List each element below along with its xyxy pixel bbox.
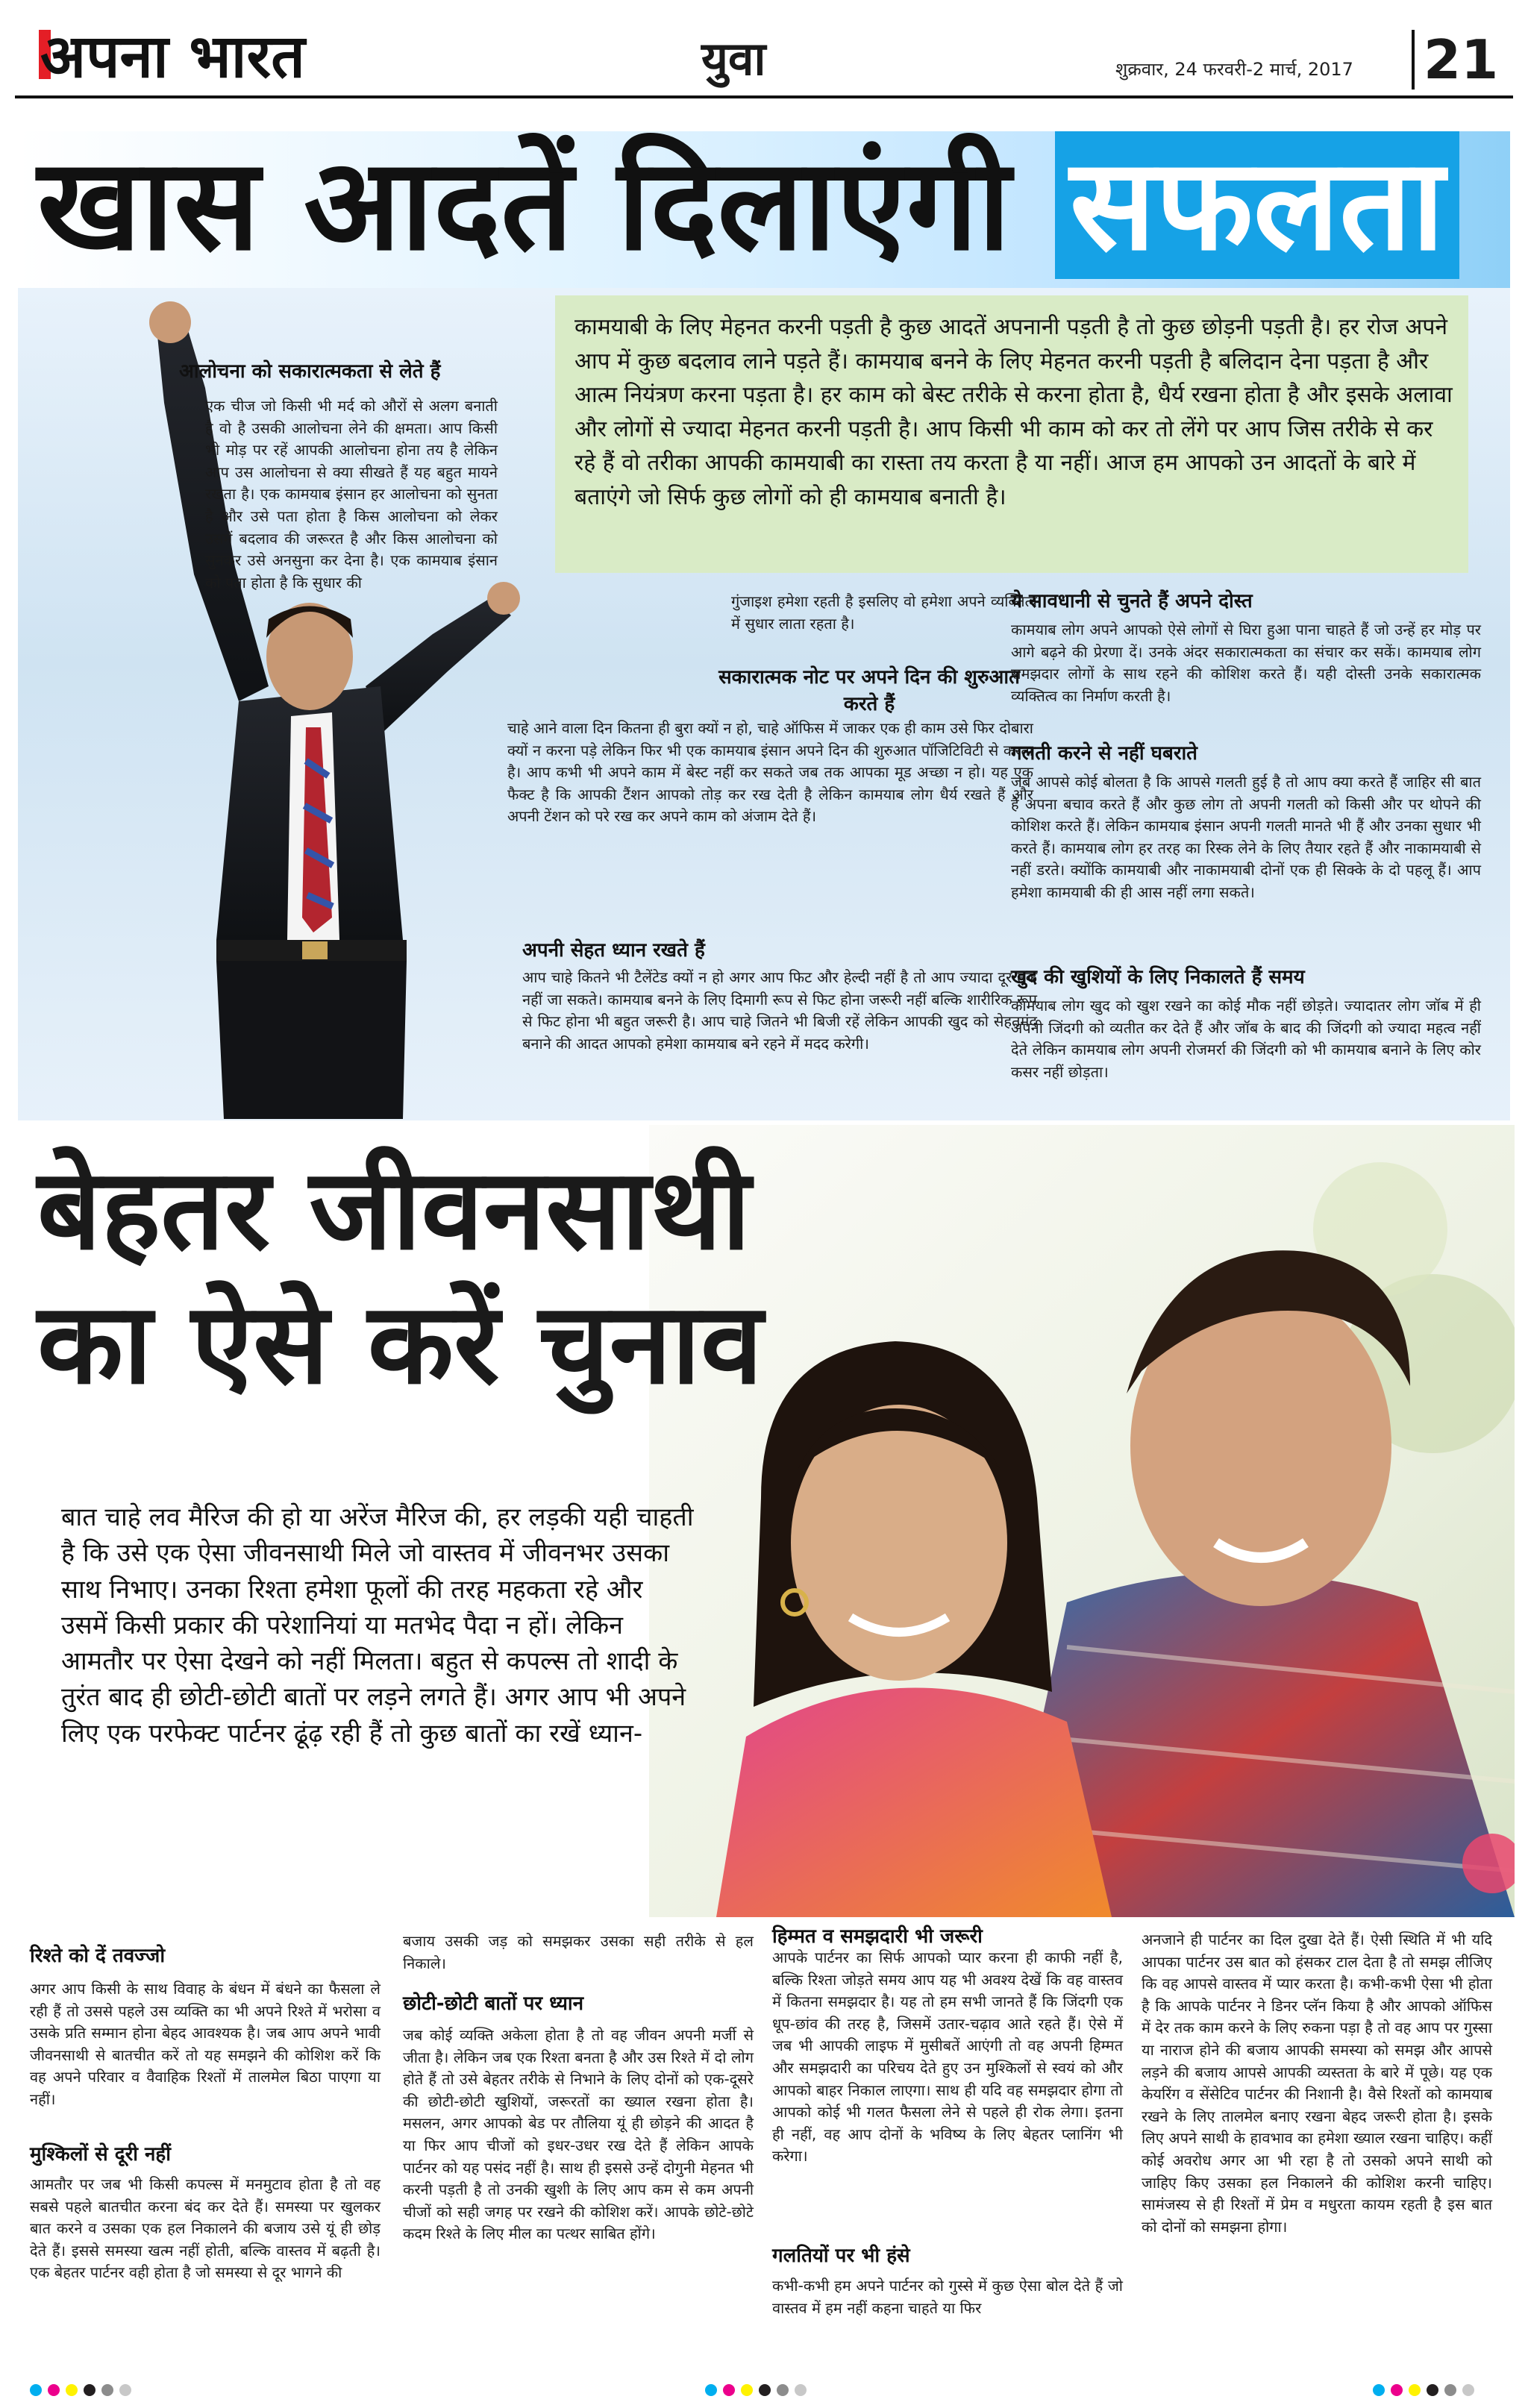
story1-subheading: अपनी सेहत ध्यान रखते हैं — [522, 939, 705, 962]
story1-paragraph: कामयाब लोग खुद को खुश रखने का कोई मौक नहीं छोड़ते। ज्यादातर लोग जॉब में ही अपनी जिंदगी को व्यतीत कर देते हैं और जॉब के बाद की जिंदगी को ज्यादा महत्व नहीं देते लेकिन कामयाब लोग अपनी रोजमर्रा की जिंदगी को भी कामयाब बनाने के लिए कोर कसर नहीं छोड़ता। — [1011, 997, 1481, 1081]
story2-intro: बात चाहे लव मैरिज की हो या अरेंज मैरिज की, हर लड़की यही चाहती है कि उसे एक ऐसा जीवनसाथी मिले जो वास्तव में जीवनभर उसका साथ निभाए। उनका रिश्ता हमेशा फूलों की तरह महकता रहे और उसमें किसी प्रकार की परेशानियां या मतभेद पैदा न हों। लेकिन आमतौर पर ऐसा देखने को नहीं मिलता। बहुत से कपल्स तो शादी के तुरंत बाद ही छोटी-छोटी बातों पर लड़ने लगते हैं। अगर आप भी अपने लिए एक परफेक्ट पार्टनर ढूंढ़ रही हैं तो कुछ बातों का रखें ध्यान- — [61, 1502, 694, 1749]
header-rule — [15, 95, 1513, 98]
story2-headline-line2: का ऐसे करें चुनाव — [37, 1279, 763, 1409]
page-number: 21 — [1424, 28, 1499, 91]
story1-headline-main: खास आदतें दिलाएंगी — [37, 131, 1011, 279]
smiling-couple-photo — [649, 1125, 1515, 1917]
story2-paragraph: कभी-कभी हम अपने पार्टनर को गुस्से में कुछ ऐसा बोल देते हैं जो वास्तव में हम नहीं कहना चाहते या फिर — [772, 2277, 1123, 2317]
dateline: शुक्रवार, 24 फरवरी-2 मार्च, 2017 — [1115, 59, 1353, 80]
story2-subheading: रिश्ते को दें तवज्जो — [30, 1945, 166, 1967]
story2-paragraph: जब कोई व्यक्ति अकेला होता है तो वह जीवन अपनी मर्जी से जीता है। लेकिन जब एक रिश्ता बनता है और उस रिश्ते में दो लोग होते हैं तो उसे बेहतर तरीके से निभाने के लिए दोनों को एक-दूसरे की छोटी-छोटी खुशियों, जरूरतों का ख्याल रखना होता है। मसलन, अगर आपको बेड पर तौलिया यूं ही छोड़ने की आदत है या फिर आप चीजों को इधर-उधर रख देते हैं लेकिन आपके पार्टनर को यह पसंद नहीं है। साथ ही इससे उन्हें दोगुनी मेहनत भी करनी पड़ती है तो उनकी खुशी के लिए आप कम से कम अपनी चीजों को सही जगह पर रखने की कोशिश करें। आपके छोटे-छोटे कदम रिश्ते के लिए मील का पत्थर साबित होंगे। — [403, 2026, 754, 2243]
story2-paragraph: आमतौर पर जब भी किसी कपल्स में मनमुटाव होता है तो वह सबसे पहले बातचीत करना बंद कर देते हैं। समस्या पर खुलकर बात करने व उसका एक हल निकालने की बजाय उसे यूं ही छोड़ देते हैं। इससे समस्या खत्म नहीं होती, बल्कि वास्तव में बढ़ती है। एक बेहतर पार्टनर वही होता है जो समस्या से दूर भागने की — [30, 2175, 381, 2282]
story1-subheading: सकारात्मक नोट पर अपने दिन की शुरुआत करते हैं — [718, 666, 1020, 715]
story1-paragraph: आप चाहे कितने भी टैलेंटेड क्यों न हो अगर आप फिट और हेल्दी नहीं है तो आप ज्यादा दूर तक नहीं जा सकते। कामयाब बनने के लिए दिमागी रूप से फिट होना जरूरी नहीं बल्कि शारीरिक रूप से फिट होना भी बहुत जरूरी है। आप चाहे जितने भी बिजी रहें लेकिन आपकी खुद को सेहतमंद बनाने की आदत आपको हमेशा कामयाब बने रहने में मदद करेगी। — [522, 968, 1037, 1053]
masthead-logo: अपना भारत — [40, 22, 305, 91]
story2-paragraph: बजाय उसकी जड़ को समझकर उसका सही तरीके से हल निकाले। — [403, 1932, 754, 1972]
story1-subheading: ये सावधानी से चुनते हैं अपने दोस्त — [1011, 590, 1253, 612]
story1-headline — [37, 131, 1459, 279]
story2-paragraph: अगर आप किसी के साथ विवाह के बंधन में बंधने का फैसला ले रही हैं तो उससे पहले उस व्यक्ति का भी अपने रिश्ते में भरोसा व उसके प्रति सम्मान होना बेहद आवश्यक है। जब आप अपने भावी जीवनसाथी से बातचीत करें तो यह समझने की कोशिश करें कि वह अपने परिवार व वैवाहिक रिश्तों में तालमेल बिठा पाएगा या नहीं। — [30, 1980, 381, 2108]
story1-subheading: आलोचना को सकारात्मकता से लेते हैं — [179, 360, 441, 383]
story1-paragraph: जब आपसे कोई बोलता है कि आपसे गलती हुई है तो आप क्या करते हैं जाहिर सी बात है अपना बचाव करते हैं और कुछ लोग तो अपनी गलती को किसी और पर थोपने की कोशिश करते हैं। लेकिन कामयाब इंसान अपनी गलती मानते भी हैं और उनका सुधार भी करते हैं। कामयाब लोग हर तरह का रिस्क लेने के लिए तैयार रहते हैं और नाकामयाबी से नहीं डरते। क्योंकि कामयाबी और नाकामयाबी दोनों एक ही सिक्के के दो पहलू हैं। आप हमेशा कामयाबी की ही आस नहीं लगा सकते। — [1011, 773, 1481, 901]
story2-paragraph: अनजाने ही पार्टनर का दिल दुखा देते हैं। ऐसी स्थिति में भी यदि आपका पार्टनर उस बात को हंसकर टाल देता है तो समझ लीजिए कि वह आपसे वास्तव में प्यार करता है। कभी-कभी ऐसा भी होता है कि आपके पार्टनर ने डिनर प्लॅन किया है और आपको ऑफिस में देर तक काम करने के लिए रुकना पड़ा है तो वह आप पर गुस्सा या नाराज होने की बजाय आपकी समस्या को समझ और आपसे लड़ने की बजाय आपसे आपकी व्यस्तता के बारे में पूछे। यह एक केयरिंग व सेंसेटिव पार्टनर की निशानी है। वैसे रिश्तों को कामयाब रखने के लिए तालमेल बनाए रखना बेहद जरूरी होता है। इसके लिए अपने साथी के हावभाव का हमेशा ख्याल रखना चाहिए। कहीं कोई अवरोध अगर आ भी रहा है तो उसको अपने साथी को जाहिए किए उसका हल निकालने की कोशिश करनी चाहिए। सामंजस्य से ही रिश्तों में प्रेम व मधुरता कायम रहती है इस बात को दोनों को समझना होगा। — [1142, 1931, 1492, 2236]
story2-subheading: मुश्किलों से दूरी नहीं — [30, 2143, 171, 2166]
story1-paragraph: गुंजाइश हमेशा रहती है इसलिए वो हमेशा अपने व्यक्तित्व में सुधार लाता रहता है। — [731, 592, 1037, 633]
story1-subheading: गलती करने से नहीं घबराते — [1011, 742, 1198, 765]
story1-paragraph: कामयाब लोग अपने आपको ऐसे लोगों से घिरा हुआ पाना चाहते हैं जो उन्हें हर मोड़ पर आगे बढ़ने की प्रेरणा दें। उनके अंदर सकारात्मकता का संचार कर सकें। कामयाब लोग समझदार लोगों के साथ रहने की कोशिश करते हैं। यही दोस्ती उनके सकारात्मक व्यक्तित्व का निर्माण करती है। — [1011, 621, 1481, 705]
story1-subheading: खुद की खुशियों के लिए निकालते हैं समय — [1011, 966, 1305, 988]
story1-paragraph: एक चीज जो किसी भी मर्द को औरों से अलग बनाती है वो है उसकी आलोचना लेने की क्षमता। आप किसी भी मोड़ पर रहें आपकी आलोचना होना तय है लेकिन आप उस आलोचना से क्या सीखते हैं यह बहुत मायने रखता है। एक कामयाब इंसान हर आलोचना को सुनता है और उसे पता होता है किस आलोचना को लेकर उसमें बदलाव की जरूरत है और किस आलोचना को सुनकर उसे अनसुना कर देना है। एक कामयाब इंसान को पता होता है कि सुधार की — [205, 397, 498, 592]
story1-paragraph: चाहे आने वाला दिन कितना ही बुरा क्यों न हो, चाहे ऑफिस में जाकर एक ही काम उसे फिर दोबारा क्यों न करना पड़े लेकिन फिर भी एक कामयाब इंसान अपने दिन की शुरुआत पॉजिटिविटी से करता है। आप कभी भी अपने काम में बेस्ट नहीं कर सकते जब तक आपका मूड अच्छा न हो। यह एक फैक्ट है कि आपकी टैंशन आपको तोड़ कर रख देती है लेकिन कामयाब लोग धैर्य रखते हैं और अपनी टेंशन को परे रख कर अपने काम को अंजाम देते हैं। — [507, 719, 1033, 826]
story1-headline-highlight: सफलता — [1055, 131, 1459, 279]
header-divider — [1412, 30, 1415, 90]
story1-intro: कामयाबी के लिए मेहनत करनी पड़ती है कुछ आदतें अपनानी पड़ती है तो कुछ छोड़नी पड़ती है। हर रोज अपने आप में कुछ बदलाव लाने पड़ते हैं। कामयाब बनने के लिए मेहनत करनी पड़ती है बलिदान देना पड़ता है और आत्म नियंत्रण करना पड़ता है। हर काम को बेस्ट तरीके से करना होता है, धैर्य रखना होता है और इसके अलावा और लोगों से ज्यादा मेहनत करनी पड़ती है। आप किसी भी काम को कर तो लेंगे पर आप जिस तरीके से कर रहे हैं वो तरीका आपकी कामयाबी का रास्ता तय करता है या नहीं। आज हम आपको उन आदतों के बारे में बताएंगे जो सिर्फ कुछ लोगों को ही कामयाब बनाती है। — [574, 314, 1453, 510]
story2-subheading: हिम्मत व समझदारी भी जरूरी — [772, 1925, 983, 1948]
story2-subheading: गलतियों पर भी हंसे — [772, 2245, 910, 2267]
section-title: युवा — [701, 31, 766, 86]
story2-subheading: छोटी-छोटी बातों पर ध्यान — [403, 1992, 584, 2015]
story2-headline-line1: बेहतर जीवनसाथी — [37, 1145, 751, 1275]
story2-paragraph: आपके पार्टनर का सिर्फ आपको प्यार करना ही काफी नहीं है, बल्कि रिश्ता जोड़ते समय आप यह भी अवश्य देखें कि वह वास्तव में कितना समझदार है। यह तो हम सभी जानते हैं कि जिंदगी एक धूप-छांव की तरह है, जिसमें उतार-चढ़ाव आते रहते हैं। ऐसे में जब भी आपकी लाइफ में मुसीबतें आएंगी तो वह अपनी हिम्मत और समझदारी का परिचय देते हुए उन मुश्किलों से स्वयं को और आपको बाहर निकाल लाएगा। साथ ही यदि वह समझदार होगा तो आपको कोई भी गलत फैसला लेने से पहले ही रोक लेगा। इतना ही नहीं, वह आप दोनों के भविष्य के लिए बेहतर प्लानिंग भी करेगा। — [772, 1948, 1123, 2166]
